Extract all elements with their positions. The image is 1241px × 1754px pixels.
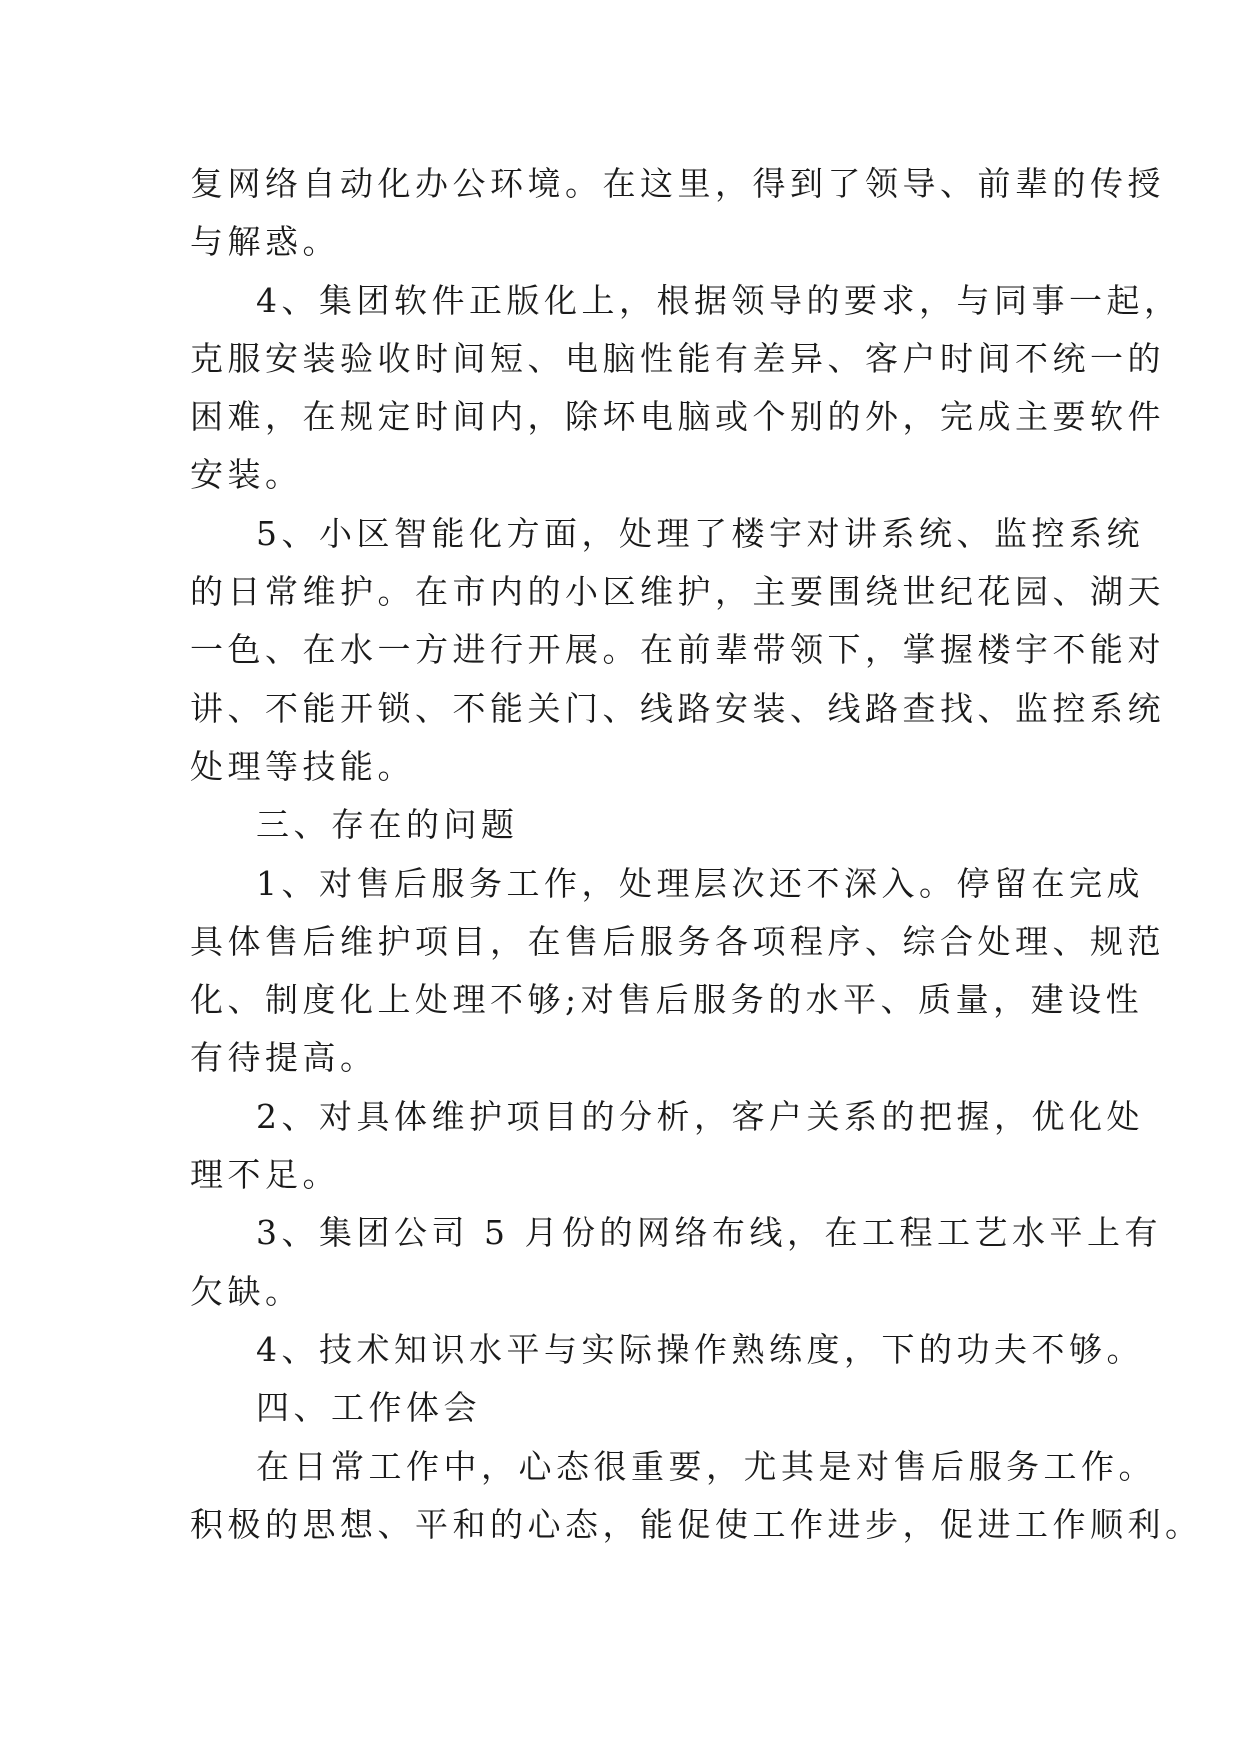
text-line: 的日常维护。在市内的小区维护，主要围绕世纪花园、湖天 [190, 572, 1165, 612]
text-line: 2、对具体维护项目的分析，客户关系的把握，优化处 [256, 1096, 1144, 1136]
text-line: 安装。 [190, 455, 303, 495]
text-line: 在日常工作中，心态很重要，尤其是对售后服务工作。 [256, 1446, 1156, 1486]
text-line: 欠缺。 [190, 1271, 303, 1311]
text-line: 5、小区智能化方面，处理了楼宇对讲系统、监控系统 [256, 513, 1144, 553]
text-line: 积极的思想、平和的心态，能促使工作进步，促进工作顺利。 [190, 1504, 1203, 1544]
text-line: 有待提高。 [190, 1038, 378, 1078]
text-line: 讲、不能开锁、不能关门、线路安装、线路查找、监控系统 [190, 688, 1165, 728]
section-heading: 四、工作体会 [256, 1388, 481, 1428]
text-line: 化、制度化上处理不够;对售后服务的水平、质量，建设性 [190, 980, 1144, 1020]
text-line: 与解惑。 [190, 222, 340, 262]
text-line: 3、集团公司 5 月份的网络布线，在工程工艺水平上有 [256, 1213, 1162, 1253]
text-line: 克服安装验收时间短、电脑性能有差异、客户时间不统一的 [190, 338, 1165, 378]
text-line: 4、技术知识水平与实际操作熟练度，下的功夫不够。 [256, 1329, 1144, 1369]
text-line: 1、对售后服务工作，处理层次还不深入。停留在完成 [256, 863, 1144, 903]
section-heading: 三、存在的问题 [256, 805, 519, 845]
text-line: 困难，在规定时间内，除坏电脑或个别的外，完成主要软件 [190, 397, 1165, 437]
text-line: 具体售后维护项目，在售后服务各项程序、综合处理、规范 [190, 921, 1165, 961]
text-line: 一色、在水一方进行开展。在前辈带领下，掌握楼宇不能对 [190, 630, 1165, 670]
text-line: 理不足。 [190, 1155, 340, 1195]
text-line: 处理等技能。 [190, 746, 415, 786]
text-line: 复网络自动化办公环境。在这里，得到了领导、前辈的传授 [190, 164, 1165, 203]
document-page [190, 155, 1203, 1554]
text-line: 4、集团软件正版化上，根据领导的要求，与同事一起， [256, 280, 1182, 320]
